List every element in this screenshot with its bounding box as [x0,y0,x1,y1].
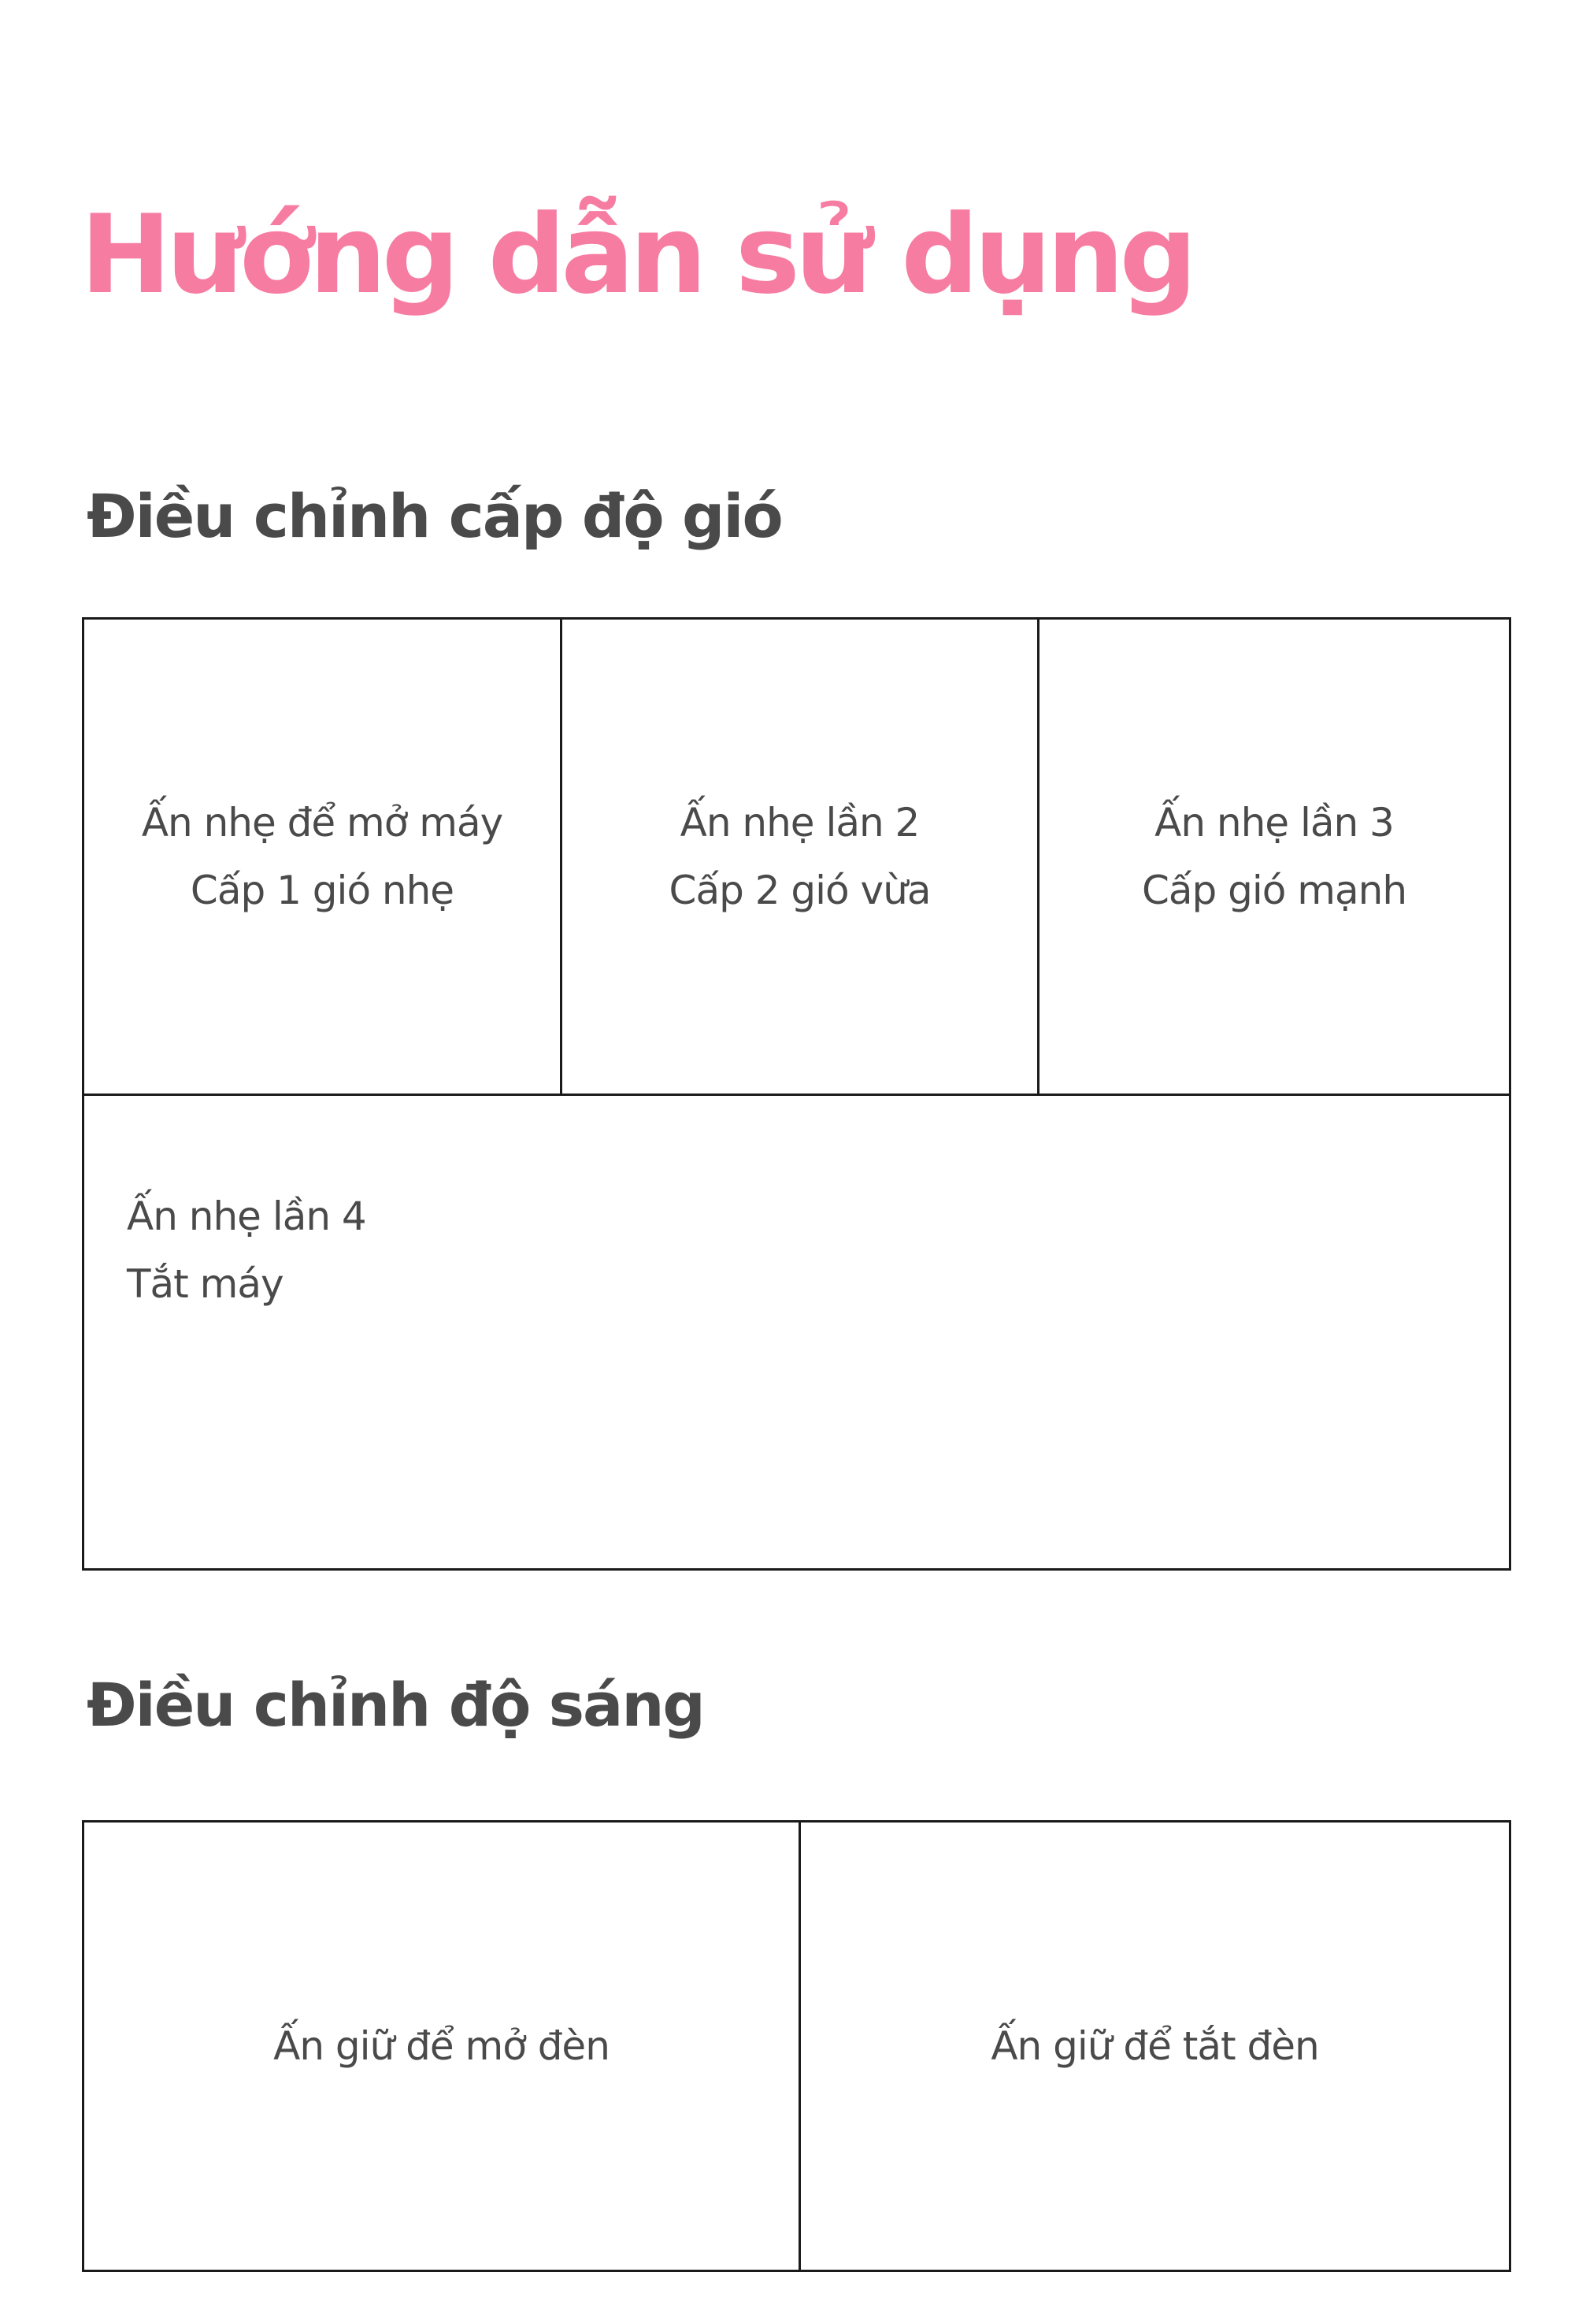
wind-step-1-result: Cấp 1 gió nhẹ [190,868,454,913]
light-section-heading: Điều chỉnh độ sáng [87,1670,704,1740]
wind-step-2-action: Ấn nhẹ lần 2 [680,800,920,846]
wind-step-1-action: Ấn nhẹ để mở máy [141,800,503,846]
wind-step-4-cell [84,1096,1511,1571]
light-on-action: Ấn giữ để mở đèn [273,2023,610,2069]
wind-step-3-result: Cấp gió mạnh [1141,868,1407,913]
wind-step-3-action: Ấn nhẹ lần 3 [1154,800,1394,846]
wind-step-1-cell [84,620,562,1096]
light-instructions-table [82,1820,1511,2272]
light-on-cell [84,1823,801,2272]
light-off-cell [801,1823,1511,2272]
wind-section-heading: Điều chỉnh cấp độ gió [87,481,782,551]
wind-step-2-result: Cấp 2 gió vừa [669,868,931,913]
wind-step-3-cell [1040,620,1511,1096]
wind-step-2-cell [562,620,1040,1096]
page-title: Hướng dẫn sử dụng [80,191,1193,318]
light-off-action: Ấn giữ để tắt đèn [991,2023,1319,2069]
wind-instructions-table [82,617,1511,1571]
wind-step-4-action: Ấn nhẹ lần 4 [127,1193,366,1239]
wind-step-4-result: Tắt máy [127,1261,284,1307]
